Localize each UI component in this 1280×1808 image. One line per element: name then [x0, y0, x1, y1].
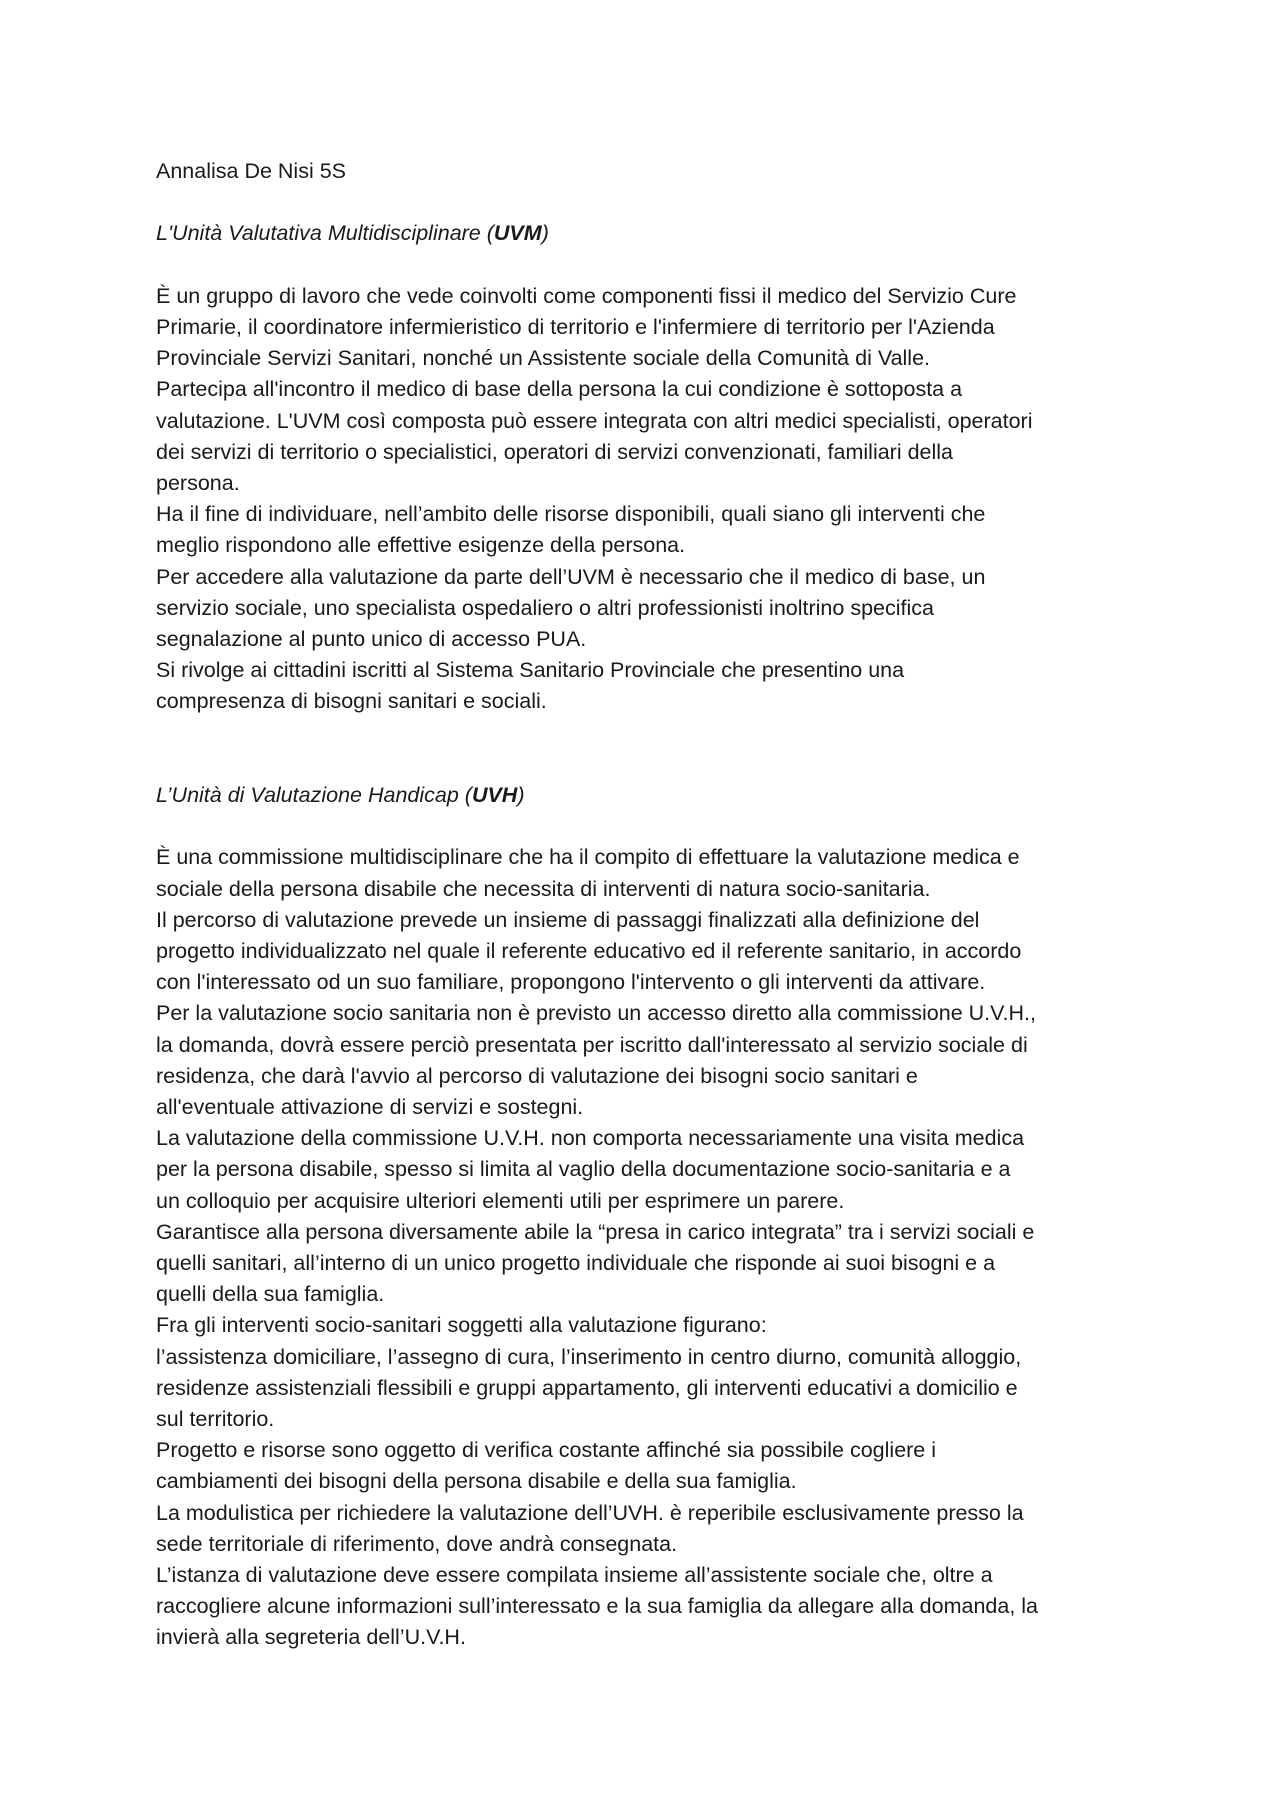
paragraph-line: Fra gli interventi socio-sanitari soggetti alla valutazione figurano:: [156, 1313, 767, 1338]
paragraph-line: dei servizi di territorio o specialistici, operatori di servizi convenzionati, familiari della: [156, 439, 954, 464]
paragraph-line: quelli della sua famiglia.: [156, 1282, 385, 1307]
paragraph-line: meglio rispondono alle effettive esigenze della persona.: [156, 533, 686, 558]
spacer: [156, 811, 1146, 842]
paragraph-line: È una commissione multidisciplinare che ha il compito di effettuare la valutazione medica e: [156, 845, 1020, 870]
paragraph-line: cambiamenti dei bisogni della persona disabile e della sua famiglia.: [156, 1469, 797, 1494]
paragraph-line: Per accedere alla valutazione da parte dell’UVM è necessario che il medico di base, un: [156, 564, 986, 589]
paragraph-line: Ha il fine di individuare, nell’ambito delle risorse disponibili, quali siano gli interventi che: [156, 502, 986, 527]
paragraph-line: Primarie, il coordinatore infermieristico di territorio e l'infermiere di territorio per l'Azienda: [156, 314, 995, 339]
paragraph-line: Il percorso di valutazione prevede un insieme di passaggi finalizzati alla definizione del: [156, 907, 980, 932]
paragraph-line: valutazione. L'UVM così composta può essere integrata con altri medici specialisti, operatori: [156, 408, 1033, 433]
section-uvm-body: [156, 281, 1146, 718]
spacer: [156, 250, 1146, 281]
paragraph-line: sul territorio.: [156, 1407, 275, 1432]
section-uvh-body: [156, 842, 1146, 1653]
heading-text: L’Unità di Valutazione Handicap (: [156, 783, 472, 808]
paragraph-line: all'eventuale attivazione di servizi e sostegni.: [156, 1095, 584, 1120]
paragraph-line: La valutazione della commissione U.V.H. non comporta necessariamente una visita medica: [156, 1126, 1025, 1151]
paragraph-line: persona.: [156, 471, 240, 495]
paragraph-line: È un gruppo di lavoro che vede coinvolti come componenti fissi il medico del Servizio Cure: [156, 283, 1017, 308]
spacer: [156, 187, 1146, 218]
paragraph-line: Progetto e risorse sono oggetto di verifica costante affinché sia possibile cogliere i: [156, 1438, 937, 1463]
paragraph-line: Garantisce alla persona diversamente abile la “presa in carico integrata” tra i servizi sociali e: [156, 1219, 1035, 1244]
paragraph-line: sociale della persona disabile che necessita di interventi di natura socio-sanitaria.: [156, 876, 931, 901]
paragraph-line: con l'interessato od un suo familiare, propongono l'intervento o gli interventi da attivare.: [156, 970, 986, 995]
paragraph-line: quelli sanitari, all’interno di un unico progetto individuale che risponde ai suoi bisogni e a: [156, 1251, 996, 1276]
paragraph-line: un colloquio per acquisire ulteriori elementi utili per esprimere un parere.: [156, 1188, 845, 1213]
section-uvh-heading: [156, 780, 1146, 811]
paragraph-line: L’istanza di valutazione deve essere compilata insieme all’assistente sociale che, oltre a: [156, 1563, 993, 1588]
paragraph-line: Provinciale Servizi Sanitari, nonché un Assistente sociale della Comunità di Valle.: [156, 346, 931, 371]
document-page: [156, 156, 1146, 1654]
paragraph-line: compresenza di bisogni sanitari e sociali.: [156, 689, 547, 714]
section-uvm-heading: [156, 218, 1146, 249]
paragraph-line: per la persona disabile, spesso si limita al vaglio della documentazione socio-sanitaria e a: [156, 1157, 1011, 1182]
heading-text: ): [517, 783, 525, 808]
heading-abbr: UVM: [493, 221, 542, 246]
heading-abbr: UVH: [471, 783, 518, 808]
paragraph-line: servizio sociale, uno specialista ospedaliero o altri professionisti inoltrino specifica: [156, 595, 934, 620]
paragraph-line: segnalazione al punto unico di accesso PUA.: [156, 627, 587, 652]
spacer: [156, 718, 1146, 780]
paragraph-line: Si rivolge ai cittadini iscritti al Sistema Sanitario Provinciale che presentino una: [156, 658, 905, 683]
paragraph-line: l’assistenza domiciliare, l’assegno di cura, l’inserimento in centro diurno, comunità alloggio,: [156, 1344, 1022, 1369]
paragraph-line: La modulistica per richiedere la valutazione dell’UVH. è reperibile esclusivamente presso la: [156, 1500, 1024, 1525]
heading-text: L'Unità Valutativa Multidisciplinare (: [156, 221, 494, 246]
paragraph-line: invierà alla segreteria dell’U.V.H.: [156, 1625, 466, 1650]
paragraph-line: Partecipa all'incontro il medico di base della persona la cui condizione è sottoposta a: [156, 377, 963, 402]
paragraph-line: sede territoriale di riferimento, dove andrà consegnata.: [156, 1531, 678, 1556]
author-line: Annalisa De Nisi 5S: [156, 159, 347, 183]
paragraph-line: la domanda, dovrà essere perciò presentata per iscritto dall'interessato al servizio sociale di: [156, 1032, 1028, 1057]
paragraph-line: Per la valutazione socio sanitaria non è previsto un accesso diretto alla commissione U.V.H.,: [156, 1001, 1036, 1026]
paragraph-line: raccogliere alcune informazioni sull’interessato e la sua famiglia da allegare alla domanda, la: [156, 1594, 1038, 1619]
heading-text: ): [541, 221, 549, 246]
paragraph-line: residenza, che darà l'avvio al percorso di valutazione dei bisogni socio sanitari e: [156, 1063, 918, 1088]
paragraph-line: residenze assistenziali flessibili e gruppi appartamento, gli interventi educativi a domicilio e: [156, 1375, 1018, 1400]
paragraph-line: progetto individualizzato nel quale il referente educativo ed il referente sanitario, in accordo: [156, 939, 1022, 964]
